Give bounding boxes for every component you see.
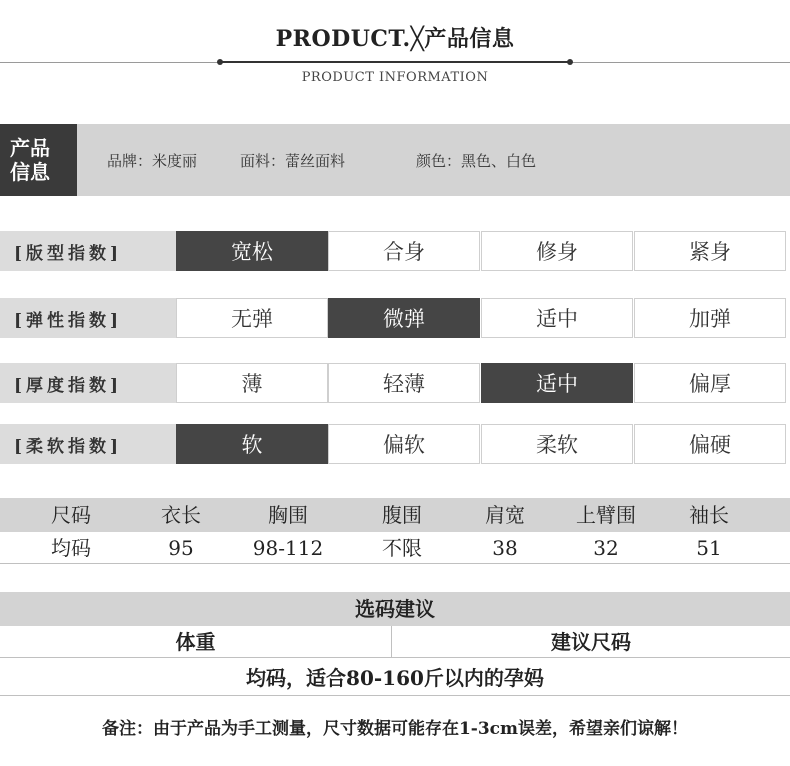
index-option: 柔软 <box>481 424 633 464</box>
index-option: 适中 <box>481 298 633 338</box>
size-header-cell: 袖长 <box>689 503 729 527</box>
index-row-elasticity <box>0 298 790 338</box>
measurement-note: 备注：由于产品为手工测量，尺寸数据可能存在1-3cm误差，希望亲们谅解！ <box>101 719 689 739</box>
index-label: [柔软指数] <box>0 424 176 464</box>
size-value-cell: 38 <box>492 536 518 560</box>
index-option: 紧身 <box>634 231 786 271</box>
size-table-row <box>0 532 790 564</box>
size-value-cell: 不限 <box>382 536 422 560</box>
brand-text: 品牌：米度丽 <box>107 152 198 170</box>
index-option: 合身 <box>328 231 480 271</box>
index-option: 薄 <box>176 363 328 403</box>
index-option: 无弹 <box>176 298 328 338</box>
product-info-label-line2: 信息 <box>10 160 50 184</box>
fabric-text: 面料：蕾丝面料 <box>240 152 346 170</box>
size-value-cell: 98-112 <box>252 536 324 560</box>
size-recommendation-title: 选码建议 <box>0 592 790 626</box>
product-info-label <box>0 124 77 196</box>
index-label: [弹性指数] <box>0 298 176 338</box>
title-divider-accent <box>220 61 570 63</box>
index-option: 适中 <box>481 363 633 403</box>
product-info-label-line1: 产品 <box>10 136 50 160</box>
size-value-cell: 32 <box>593 536 619 560</box>
size-value-cell: 95 <box>168 536 194 560</box>
color-text: 颜色：黑色、白色 <box>416 152 537 170</box>
size-recommendation-value: 均码，适合80-160斤以内的孕妈 <box>0 660 790 696</box>
index-option: 偏硬 <box>634 424 786 464</box>
index-row-fit <box>0 231 790 271</box>
index-option: 修身 <box>481 231 633 271</box>
size-header-cell: 上臂围 <box>576 503 636 527</box>
page-subtitle: PRODUCT INFORMATION <box>301 70 489 85</box>
size-value-cell: 51 <box>696 536 722 560</box>
index-option: 宽松 <box>176 231 328 271</box>
weight-column-header: 体重 <box>0 626 392 658</box>
index-option: 加弹 <box>634 298 786 338</box>
suggested-size-column-header: 建议尺码 <box>392 626 790 658</box>
index-option: 偏厚 <box>634 363 786 403</box>
size-header-cell: 肩宽 <box>485 503 525 527</box>
size-header-cell: 胸围 <box>268 503 308 527</box>
index-row-softness <box>0 424 790 464</box>
index-option: 软 <box>176 424 328 464</box>
index-option: 轻薄 <box>328 363 480 403</box>
size-header-cell: 尺码 <box>51 503 91 527</box>
index-label: [厚度指数] <box>0 363 176 403</box>
index-row-thickness <box>0 363 790 403</box>
index-option: 偏软 <box>328 424 480 464</box>
size-header-cell: 衣长 <box>161 503 201 527</box>
size-value-cell: 均码 <box>51 536 91 560</box>
size-header-cell: 腹围 <box>382 503 422 527</box>
index-option: 微弹 <box>328 298 480 338</box>
size-table-header <box>0 498 790 532</box>
index-label: [版型指数] <box>0 231 176 271</box>
page-title: PRODUCT.╳产品信息 <box>275 26 515 52</box>
